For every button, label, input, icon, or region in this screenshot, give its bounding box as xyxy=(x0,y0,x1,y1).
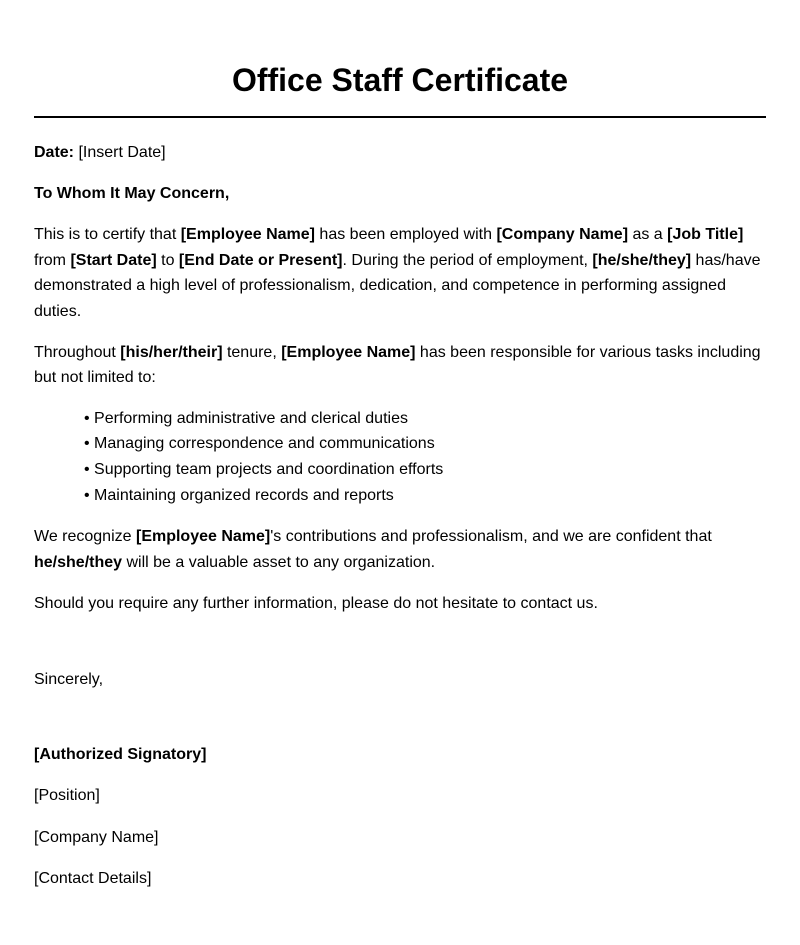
para2-text-1: Throughout xyxy=(34,343,121,361)
signatory-position: [Position] xyxy=(34,787,100,805)
para3-text-3: will be a valuable asset to any organization. xyxy=(122,553,436,571)
para1-text-5: to xyxy=(156,251,179,269)
responsibilities-paragraph xyxy=(34,340,766,391)
title-divider xyxy=(34,116,766,118)
employee-name-placeholder: [Employee Name] xyxy=(281,343,416,361)
signatory-company: [Company Name] xyxy=(34,828,159,846)
list-item: • Managing correspondence and communications xyxy=(84,435,435,453)
para3-text-2: 's contributions and professionalism, and we are confident that xyxy=(270,528,712,546)
list-item: • Maintaining organized records and reports xyxy=(84,486,394,504)
employee-name-placeholder: [Employee Name] xyxy=(180,226,315,244)
duties-list xyxy=(34,406,766,508)
start-date-placeholder: [Start Date] xyxy=(70,251,157,269)
closing: Sincerely, xyxy=(34,670,104,688)
pronoun-placeholder: [he/she/they] xyxy=(592,251,692,269)
para3-text-1: We recognize xyxy=(34,528,136,546)
company-name-placeholder: [Company Name] xyxy=(496,226,629,244)
certificate-page xyxy=(34,0,766,892)
para1-text-3: as a xyxy=(628,226,668,244)
pronoun-placeholder: he/she/they xyxy=(34,553,123,571)
para1-text-4: from xyxy=(34,251,71,269)
end-date-placeholder: [End Date or Present] xyxy=(178,251,343,269)
date-label: Date: xyxy=(34,144,75,161)
salutation: To Whom It May Concern, xyxy=(34,184,230,202)
para2-text-3: has been responsible for various tasks including but not limited to: xyxy=(34,343,761,387)
page-title: Office Staff Certificate xyxy=(231,62,569,98)
para1-text-6: . During the period of employment, xyxy=(342,251,593,269)
employee-name-placeholder: [Employee Name] xyxy=(135,528,271,546)
recognition-paragraph xyxy=(34,524,766,575)
contact-paragraph: Should you require any further information, please do not hesitate to contact us. xyxy=(34,595,598,613)
list-item: • Supporting team projects and coordination efforts xyxy=(84,460,444,478)
signatory-contact: [Contact Details] xyxy=(34,870,152,888)
job-title-placeholder: [Job Title] xyxy=(667,226,744,244)
para1-text-1: This is to certify that xyxy=(34,226,181,244)
date-line xyxy=(34,140,766,166)
possessive-placeholder: [his/her/their] xyxy=(120,343,223,361)
para1-text-2: has been employed with xyxy=(314,226,497,244)
list-item: • Performing administrative and clerical duties xyxy=(84,409,408,427)
date-value: [Insert Date] xyxy=(74,144,166,161)
signatory-name: [Authorized Signatory] xyxy=(34,745,207,763)
para1-text-7: has/have demonstrated a high level of professionalism, dedication, and competence in performing assigned duties. xyxy=(34,251,761,320)
employment-paragraph xyxy=(34,222,766,324)
para2-text-2: tenure, xyxy=(222,343,282,361)
